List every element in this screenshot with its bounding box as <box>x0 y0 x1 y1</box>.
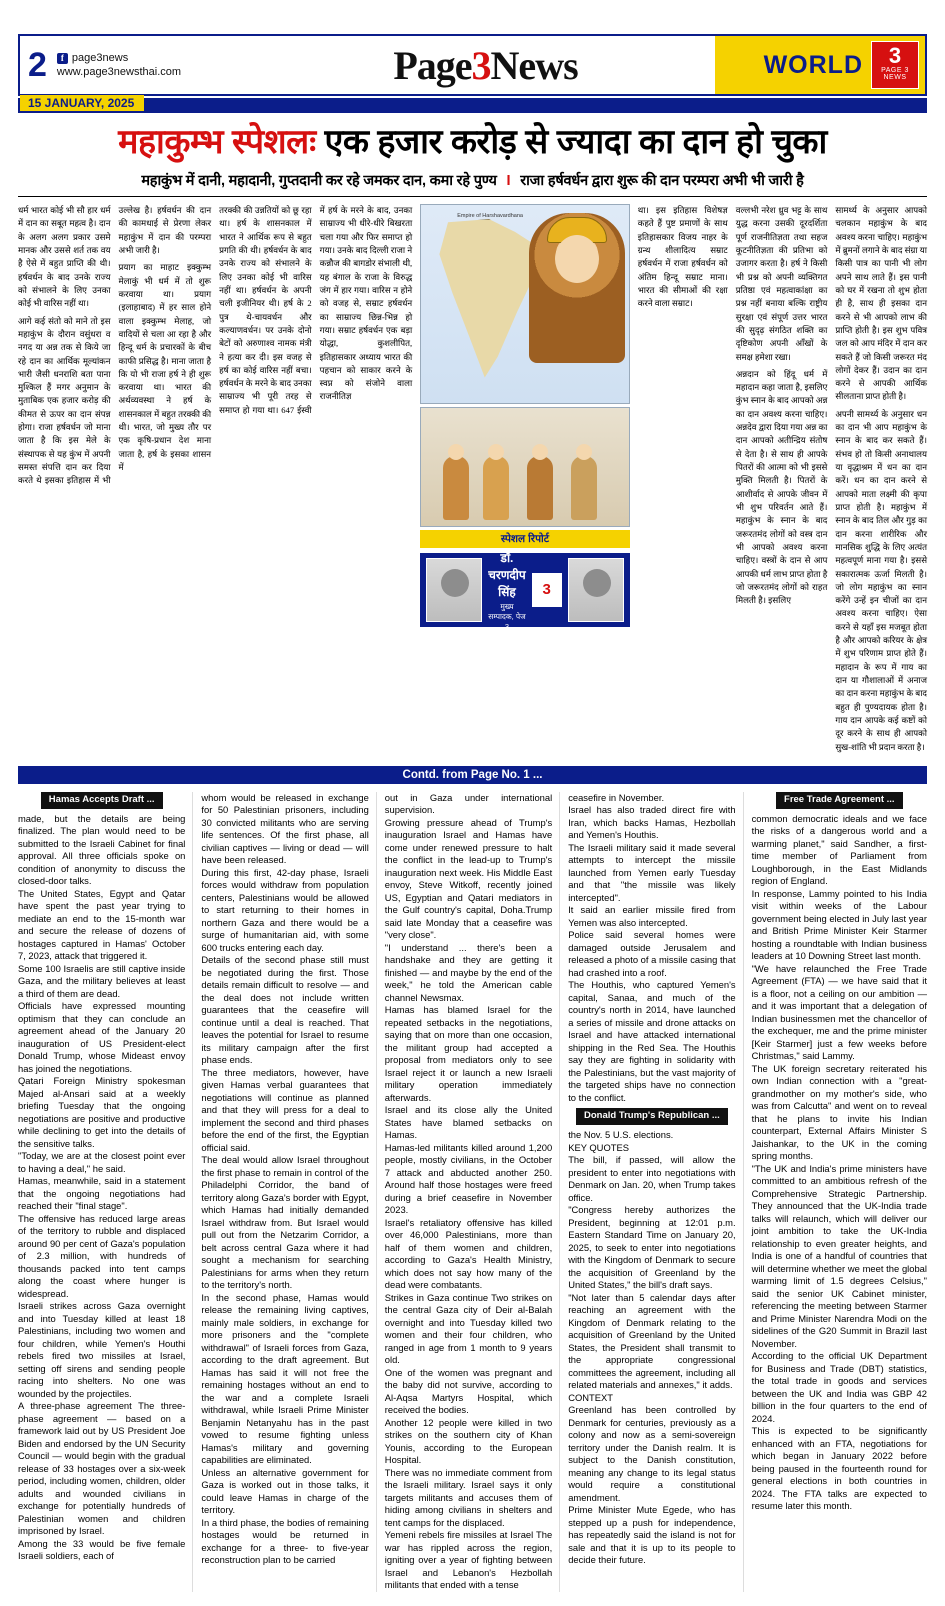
paragraph: Another 12 people were killed in two strikes on the southern city of Khan Younis, according to the European Hospital. <box>384 1416 553 1466</box>
paragraph: Unless an alternative government for Gaza is worked out in those talks, it could leave Hamas in charge of the territory. <box>201 1466 369 1516</box>
sub-headline <box>18 170 927 190</box>
headline-divider <box>18 196 927 197</box>
paragraph: प्रयाग का माहाट इक्कुम्भ मेलाकुं भी धर्म में तो शुरू करवाया था। प्रयाग (इलाहाबाद) में हर साल होने वाला इक्कुम्भ मेलाह, जो वादियों से चला आ रहा है और हिन्दू धर्म के प्रचारकों के बीच काफी प्रसिद्ध है। माना जाता है कि यो भी राजा हर्ष ने ही शुरू करवाया था। भारत की अर्थव्यवस्था ने हर्ष के शासनकाल में बहुत तरक्की की थी। भारत, जो मुख्य तौर पर एक कृषि-प्रधान देश माना जाता है, हर्ष के इसका शासन में <box>118 262 212 473</box>
headline-block <box>18 123 927 190</box>
paragraph: One of the women was pregnant and the baby did not survive, according to Al-Aqsa Martyrs Hospital, which received the bodies. <box>384 1366 553 1416</box>
paragraph: "The UK and India's prime ministers have committed to an ambitious refresh of the Comprehensive Strategic Partnership. They announced that the UK-India trade talks will relaunch, which will deliver our joint ambition to take the UK-India relationship to even greater heights, and India is one of a handful of countries that will determine whether we meet the global warming limit of 1.5 degrees Celsius," said the senior UK Cabinet minister, referencing the meeting between Starmer and Prime Minister Narendra Modi on the sidelines of the G20 Summit in Brazil last November. <box>751 1162 927 1349</box>
paragraph: Details of the second phase still must be negotiated during the first. Those details remain difficult to resolve — and the deal does not include written guarantees that the ceasefire will continue until a deal is reached. That leaves the potential for Israel to resume its military campaign after the first phase ends. <box>201 954 369 1066</box>
paragraph: "Today, we are at the closest point ever to having a deal," he said. <box>18 1150 186 1174</box>
kicker-wrap <box>18 792 185 813</box>
paragraph: made, but the details are being finalized. The plan would need to be submitted to the Israeli Cabinet for final approval. All three officials spoke on condition of anonymity to discuss the closed-door talks. <box>18 812 186 887</box>
paragraph: During this first, 42-day phase, Israeli forces would withdraw from population centers, Palestinians would be allowed to start returning to their homes in northern Gaza and there would be a surge of humanitarian aid, with some 600 trucks entering each day. <box>201 866 369 953</box>
paragraph: "We have relaunched the Free Trade Agreement (FTA) — we have said that it is a floor, not a ceiling on our ambition — and it was important that a delegation of Indian businessmen met the chancellor of the exchequer, me and the prime minister [Keir Starmer] just a few weeks before Christmas," said Lammy. <box>751 962 927 1062</box>
paragraph: CONTEXT <box>568 1391 613 1403</box>
paragraph: Israel's retaliatory offensive has killed over 46,000 Palestinians, more than half of them women and children, according to Gaza's Health Ministry, which does not say how many of the dead were combatants. <box>384 1216 553 1291</box>
paragraph: Prime Minister Mute Egede, who has stepped up a push for independence, has repeatedly said the island is not for sale and that it is up to its people to decide their future. <box>568 1504 736 1566</box>
paragraph: The bill, if passed, will allow the president to enter into negotiations with Denmark on Jan. 20, when Trump takes office. <box>568 1154 736 1203</box>
paragraph: Among the 33 would be five female Israeli soldiers, each of <box>18 1537 186 1562</box>
masthead-left <box>20 36 256 94</box>
paragraph: A three-phase agreement The three-phase agreement — based on a framework laid out by US President Joe Biden and endorsed by the UN Security Council — would begin with the gradual release of 33 hostages over a six-week period, including women, children, older adults and wounded civilians in exchange for potentially hundreds of Palestinian women and children imprisoned by Israel. <box>18 1400 186 1537</box>
paragraph: "Congress hereby authorizes the President, beginning at 12:01 p.m. Eastern Standard Time on January 20, 2025, to seek to enter into negotiations with the Kingdom of Denmark to secure the acquisition of Greenland by the United States," the bill's draft says. <box>568 1204 736 1291</box>
paragraph: ceasefire in November. <box>568 791 665 803</box>
facebook-handle: page3news <box>71 52 129 64</box>
paragraph: सामर्थ्य के अनुसार आपको चलकान महाकुंभ के बाद अवश्य करना चाहिए। महाकुंभ में ब्रुमनों लगाने के बाद संग्रा या किसी पात्र का पानी भी लोग अपने साथ लाते हैं। इस पानी को घर में रखना तो शुभ होता ही है, साथ ही इसका दान करने से भी आपको लाभ की प्राप्ति होती है। इस शुभ पवित्र जल को आप मंदिर में दान कर सकते हैं जो किसी जरूरत मंद लोगों देकर हैं। उदान का दान करने से आपकी आर्थिक सीलताना प्राप्त होती है। <box>835 205 927 402</box>
masthead-center <box>256 36 715 94</box>
hindi-text-column-right-b <box>736 204 828 758</box>
figure <box>443 456 469 520</box>
paragraph: "Not later than 5 calendar days after reaching an agreement with the Kingdom of Denmark relating to the acquisition of Greenland by the United States, the President shall transmit to the appropriate congressional committees the agreement, including all related materials and annexes," it adds. <box>568 1291 736 1391</box>
badge-page: PAGE 3 <box>881 67 909 74</box>
social-links <box>57 52 181 78</box>
subheadline-left: महाकुंभ में दानी, महादानी, गुप्तदानी कर रहे जमकर दान, कमा रहे पुण्य <box>141 173 497 190</box>
paragraph: था। इस इतिहास विशेषज्ञ कहते हैं पुष्ट प्रमाणों के साथ इतिहासकार विजय नाहर के ग्रन्थ शीलादित्य सम्राट हर्षवर्धन में राजा हर्षवर्धन को अंतिम हिन्दू सम्राट माना। भारत की सीमाओं की रक्षा करने वाला सम्राट। <box>637 205 728 309</box>
expert-photo-right <box>568 558 624 622</box>
kicker-wrap <box>568 1108 735 1129</box>
story-kicker-trump: Donald Trump's Republican ... <box>576 1108 728 1125</box>
page-number: 2 <box>28 46 47 84</box>
news-column-3 <box>385 792 560 1592</box>
map-illustration <box>420 204 630 404</box>
paragraph: "I understand ... there's been a handshake and they are getting it finished — and maybe by the end of the week," he told the American cable channel Newsmax. <box>384 941 553 1003</box>
story-kicker-fta: Free Trade Agreement ... <box>776 792 903 809</box>
paragraph: It said an earlier missile fired from Yemen was also intercepted. <box>568 904 736 928</box>
paragraph: Qatari Foreign Ministry spokesman Majed al-Ansari said at a weekly briefing Tuesday that the ongoing negotiations are positive and productive while declining to get into the details of the sensitive talks. <box>18 1075 186 1149</box>
expert-logo: 3 <box>532 573 562 607</box>
paragraph: Strikes in Gaza continue Two strikes on the central Gaza city of Deir al-Balah overnight and into Tuesday killed two women and their four children, who ranged in age from 1 month to 9 years old. <box>384 1291 553 1366</box>
paragraph: Yemeni rebels fire missiles at Israel The war has rippled across the region, igniting over a year of fighting between Israel and Lebanon's Hezbollah militants that ended with a tense <box>384 1529 553 1591</box>
paragraph: Some 100 Israelis are still captive inside Gaza, and the military believes at least a third of them are dead. <box>18 962 186 999</box>
paragraph: KEY QUOTES <box>568 1141 629 1153</box>
masthead-strip <box>18 98 927 113</box>
expert-photo-left <box>426 558 482 622</box>
news-column-2 <box>201 792 376 1592</box>
paragraph: out in Gaza under international supervision. <box>384 791 553 816</box>
donation-scene-illustration <box>420 407 630 527</box>
figure <box>527 456 553 520</box>
paragraph: In the second phase, Hamas would release the remaining living captives, mainly male soldiers, in exchange for more prisoners and the "complete withdrawal" of Israeli forces from Gaza, according to the draft agreement. But Hamas has said it will not free the remaining hostages without an end to the war and a complete Israeli withdrawal, while Israeli Prime Minister Benjamin Netanyahu has in the past vowed to resume fighting unless Hamas's military and governing capabilities are eliminated. <box>201 1291 369 1466</box>
hindi-text-column-right-a <box>638 204 728 758</box>
hindi-text-column-right-c <box>835 204 927 758</box>
headline-red: महाकुम्भ स्पेशलः <box>118 123 316 161</box>
bottom-news-grid <box>18 792 927 1592</box>
logo-part-1: Page <box>393 42 472 88</box>
paragraph: Hamas, meanwhile, said in a statement that the ongoing negotiations had reached their "final stage". <box>18 1175 186 1212</box>
paragraph: The Houthis, who captured Yemen's capital, Sanaa, and much of the country's north in 2014, have launched a series of missile and drone attacks on Israel and have attacked international shipping in the Red Sea. The Houthis say they are fighting in solidarity with the Palestinians, but the vast majority of the targeted ships have no connection to the conflict. <box>568 979 736 1103</box>
king-face <box>555 235 599 283</box>
logo-three: 3 <box>471 42 491 88</box>
paragraph: common democratic ideals and we face the risks of a dangerous world and a warming planet," said Sandher, a first-time member of Parliament from Loughborough, in the East Midlands region of England. <box>751 812 927 887</box>
paragraph: Israeli strikes across Gaza overnight and into Tuesday killed at least 18 Palestinians, including two women and four children, while Yemen's Houthi rebels fired two missiles at Israel, setting off sirens and sending people racing into shelters. No one was wounded by the projectiles. <box>18 1300 186 1399</box>
paragraph: The Israeli military said it made several attempts to intercept the missile launched from Yemen early Tuesday and that "the missile was likely intercepted". <box>568 841 736 903</box>
figure <box>483 456 509 520</box>
paragraph: The three mediators, however, have given Hamas verbal guarantees that negotiations will continue as planned and that they will press for a deal to implement the second and third phases before the end of the first, the Egyptian official said. <box>201 1066 369 1153</box>
paragraph: In a third phase, the bodies of remaining hostages would be returned in exchange for a three- to five-year reconstruction plan to be carried <box>201 1516 369 1566</box>
paragraph: तरक्की की उन्नतियों को छू रहा था। हर्ष के शासनकाल में भारत ने आर्थिक रूप से बहुत प्रगति की थी। हर्षवर्धन के बाद उनके राज्य को संभालने के लिए उनका कोई भी वारिस नहीं था। हर्षवर्धन के अपनी चली इजीनियर थी। हर्ष के 2 पुत्र थे-चायवर्धन और कल्याणवर्धन। पर उनके दोनो बेटों को अरुणाश्व नामक मंत्री ने हत्या कर दी। इस वजह से हर्ष का कोई वारिस नहीं बचा। हर्षवर्धन के मरने के बाद उनका साम्राज्य भी पूरी तरह से समाप्त हो गया था। 647 ईस्वी में हर्ष के मरने के बाद, उनका साम्राज्य भी धीरे-धीरे बिखरता चला गया और फिर समाप्त हो गया। उनके बाद दिल्ली राजा ने कन्नौज की बागडोर संभाली थी, यह बंगाल के राजा के विरुद्ध जंग में हार गया। वारिस न होने को वजह से, सम्राट हर्षवर्धन का साम्राज्य छिन्न-भिन्न हो गया। सम्राट हर्षवर्धन एक बड़ा योद्धा, कुशलीपित, इतिहासकार अध्याय भारत की पहचान को साकार करने के स्वप्न को संजोने वाला राजनीतिज्ञ <box>219 205 413 415</box>
expert-byline-band <box>420 551 630 632</box>
paragraph: The offensive has reduced large areas of the territory to rubble and displaced around 90 per cent of Gaza's population of 2.3 million, with hundreds of thousands packed into tent camps along the coast where hunger is widespread. <box>18 1212 186 1299</box>
paragraph: वल्लभी नरेश ध्रुव भट्ट के साथ युद्ध करना उसकी दूरदर्शिता पूर्ण राजनीतिज्ञता तथा सहज कूटनीतिज्ञता की प्रतिभा को उजागर करता है। हर्ष ने किसी भी प्रश्न को अपनी व्यक्तिगत प्रतिष्ठा एवं महत्वाकांक्षा का प्रश्न नहीं बनाया बल्कि राष्ट्रीय सुरक्षा एवं संपूर्ण उत्तर भारत की सुदृढ़ संगठित शक्ति का दृष्टिकोण अपनी आँखों के समक्ष हमेशा रखा। <box>735 205 828 362</box>
facebook-link[interactable] <box>57 52 181 64</box>
paragraph: This is expected to be significantly enhanced with an FTA, negotiations for which began in January 2022 before being paused in the fourteenth round for general elections in both countries in 2024. The FTA talks are expected to resume later this month. <box>751 1425 927 1512</box>
paragraph: Hamas has blamed Israel for the repeated setbacks in the negotiations, saying that on more than one occasion, the militant group had accepted a proposal from mediators only to see Israel reject it or launch a new Israeli military operation immediately afterwards. <box>384 1004 553 1103</box>
hindi-text-column-mid <box>219 204 412 758</box>
facebook-icon: f <box>57 53 68 64</box>
news-column-4 <box>568 792 743 1592</box>
expert-role: मुख्य सम्पादक, पेज 3 <box>488 602 526 632</box>
masthead <box>18 34 927 110</box>
brand-badge <box>871 41 919 89</box>
paragraph: whom would be released in exchange for 50 Palestinian prisoners, including 30 convicted militants who are serving life sentences. Of the first phase, all civilian captives — living or dead — will have been released. <box>201 791 369 866</box>
top-story-area <box>18 204 927 758</box>
figure <box>571 456 597 520</box>
paragraph: Hamas-led militants killed around 1,200 people, mostly civilians, in the October 7 attack and abducted another 250. Around half those hostages were freed during a brief ceasefire in November 2023. <box>384 1141 553 1216</box>
paragraph: The UK foreign secretary reiterated his own Indian connection with a "great-grandmother on my mother's side, who was from Calcutta" and went on to reveal that he plans to invite his Indian counterpart, External Affairs Minister S Jaishankar, to the UK in the coming spring months. <box>751 1062 927 1162</box>
story-kicker-hamas: Hamas Accepts Draft ... <box>41 792 163 809</box>
hindi-text-column-left <box>18 204 211 758</box>
paragraph: आगे कई संतो को माने तो इस महाकुंभ के दौरान वसुंधरा व नगद या अन्न तक से किये जा रहे दान का आर्थिक मूल्यांकन भारी जैसी धनराशि बता पाना मुश्किल हैं मगर अनुमान के मुताबिक एक हजार करोड़ की कीमत से ऊपर का दान संपन्न होगा। राजा हर्षवर्धन जो माना जाता है कि इस मेले के संस्थापक से यह कुंभ में अपनी समस्त संपत्ति दान कर दिया करते थे इसका इतिहास में भी उल्लेख है। हर्षवर्धन की दान की कामधाई से प्रेरणा लेकर महाकुंभ में दान की परम्परा अभी जारी है। <box>18 205 212 486</box>
main-headline <box>18 123 927 162</box>
subheadline-right: राजा हर्षवर्धन द्वारा शुरू की दान परम्परा अभी भी जारी है <box>520 173 804 190</box>
expert-info <box>488 549 526 631</box>
website-link[interactable] <box>57 66 181 78</box>
section-label: WORLD <box>763 50 863 79</box>
news-column-5 <box>752 792 927 1592</box>
paragraph: The United States, Egypt and Qatar have spent the past year trying to mediate an end to the 15-month war and secure the release of dozens of hostages captured in Hamas' October 7, 2023, attack that triggered it. <box>18 887 186 962</box>
masthead-right <box>715 36 925 94</box>
expert-name: डॉ. चरणदीप सिंह <box>488 551 526 600</box>
paragraph: धर्म भारत कोई भी सौ हार धर्म में दान का सबूत महत्व है। दान के अलग अलग प्रकार उसमे मानक और उससे शर्त तक वय है ऐसे में बहुत प्राप्ति की थी। हर्षवर्धन के बाद उनके राज्य को संभालने के लिए उनका कोई भी वारिस नहीं था। <box>18 205 111 309</box>
paragraph: Officials have expressed mounting optimism that they can conclude an agreement ahead of the January 20 inauguration of US President-elect Donald Trump, whose Mideast envoy has joined the negotiations. <box>18 1000 186 1074</box>
king-portrait <box>529 213 625 363</box>
paragraph: Israel has also traded direct fire with Iran, which backs Hamas, Hezbollah and Yemen's Houthis. <box>568 804 736 841</box>
paragraph: the Nov. 5 U.S. elections. <box>568 1129 674 1141</box>
paragraph: अन्नदान को हिंदू धर्म में महादान कहा जाता है, इसलिए कुंभ स्नान के बाद आपको अन्न का दान अवश्य करना चाहिए। अन्नदेव द्वारा दिया गया अन्न का दान आपको अतीन्द्रिय संतोष से देता है। से साथ ही आपके पितरों की आत्मा को भी इससे मुक्ति मिलती है। पितरों के आशीर्वाद से आपके जीवन में भी शुभ परिवर्तन आते हैं। महाकुंभ के स्नान के बाद जरूरतमंद लोगों को वस्त्र दान भी आपको अवश्य करना चाहिए। वस्त्रों के दान से आप आपकी धर्म लाभ प्राप्त होता है जो जरूरतमंद लोगों को राहत मिलती है। इसलिए <box>735 368 828 606</box>
badge-three: 3 <box>888 43 902 68</box>
paragraph: Growing pressure ahead of Trump's inauguration Israel and Hamas have come under renewed pressure to halt the conflict in the lead-up to Trump's inauguration next week. His Middle East envoy, Steve Witkoff, recently joined US, Egyptian and Qatari mediators in the Gulf country's capital, Doha.Trump said late Monday that a ceasefire was "very close". <box>384 816 553 941</box>
paragraph: There was no immediate comment from the Israeli military. Israel says it only targets militants and accuses them of hiding among civilians in shelters and tent camps for the displaced. <box>384 1466 553 1528</box>
badge-news: NEWS <box>883 74 907 81</box>
paragraph: Police said several homes were damaged outside Jerusalem and released a photo of a missile casing that had crashed into a roof. <box>568 929 736 978</box>
publication-logo <box>393 42 577 89</box>
paragraph: The deal would allow Israel throughout the first phase to remain in control of the Philadelphi Corridor, the band of territory along Gaza's border with Egypt, which Hamas had initially demanded Israel withdraw from. But Israel would pull out from the Netzarim Corridor, a belt across central Gaza where it had sought a mechanism for searching Palestinians for arms when they return to the territory's north. <box>201 1154 369 1291</box>
special-report-tag: स्पेशल रिपोर्ट <box>420 530 630 548</box>
paragraph: According to the official UK Department for Business and Trade (DBT) statistics, the total trade in goods and services between the UK and India was GBP 42 billion in the four quarters to the end of 2024. <box>751 1350 927 1424</box>
website-url: www.page3newsthai.com <box>56 66 182 78</box>
paragraph: अपनी सामर्थ्य के अनुसार धन का दान भी आप महाकुंभ के स्नान के बाद कर सकते हैं। संभव हो तो किसी अनाथालय या वृद्धाश्रम में धन का दान करें। धन का दान करने से आपको माता लक्ष्मी की कृपा प्राप्त होती है। महाकुंभ में स्नान के बाद तिल और गुड़ का दान करना शारीरिक और मानसिक शुद्धि के लिए अत्यंत महत्वपूर्ण माना गया है। इससे सकारात्मक ऊर्जा मिलती है। जो लोग महाकुंभ का स्नान करेंगे उन्हें इन चीजों का दान अवश्य करना चाहिए। ऐसा करने से यहाँ इस मजबूत होता है और आपको करियर के क्षेत्र में शुभ परिणाम प्राप्त होते हैं। महादान के रूप में गाय का दान या गौशालाओं में अनाज का दान करना महाकुंभ के बाद बहुत ही पुण्यदायक होता है। गाय दान आपके कई कष्टों को दूर करने के साथ ही आपको सुख-शांति भी प्रदान करता है। <box>835 408 927 752</box>
news-column-1 <box>18 792 193 1592</box>
center-artwork <box>420 204 630 758</box>
paragraph: Israel and its close ally the United States have blamed setbacks on Hamas. <box>384 1104 553 1141</box>
subheadline-separator: I <box>506 173 511 190</box>
publication-date: 15 JANUARY, 2025 <box>20 95 144 111</box>
headline-black: एक हजार करोड़ से ज्यादा का दान हो चुका <box>315 123 827 161</box>
paragraph: In response, Lammy pointed to his India visit within weeks of the Labour government being elected in July last year and British Prime Minister Keir Starmer hosting a roundtable with Indian business leaders at 10 Downing Street last month. <box>751 887 927 962</box>
map-caption: Empire of Harshavardhana <box>457 213 523 220</box>
continued-bar: Contd. from Page No. 1 ... <box>18 766 927 784</box>
kicker-wrap <box>752 792 927 813</box>
paragraph: Greenland has been controlled by Denmark for centuries, previously as a colony and now as a semi-sovereign territory under the Danish realm. It is subject to the Danish constitution, meaning any change to its legal status would require a constitutional amendment. <box>568 1404 736 1503</box>
logo-part-2: News <box>490 42 578 88</box>
